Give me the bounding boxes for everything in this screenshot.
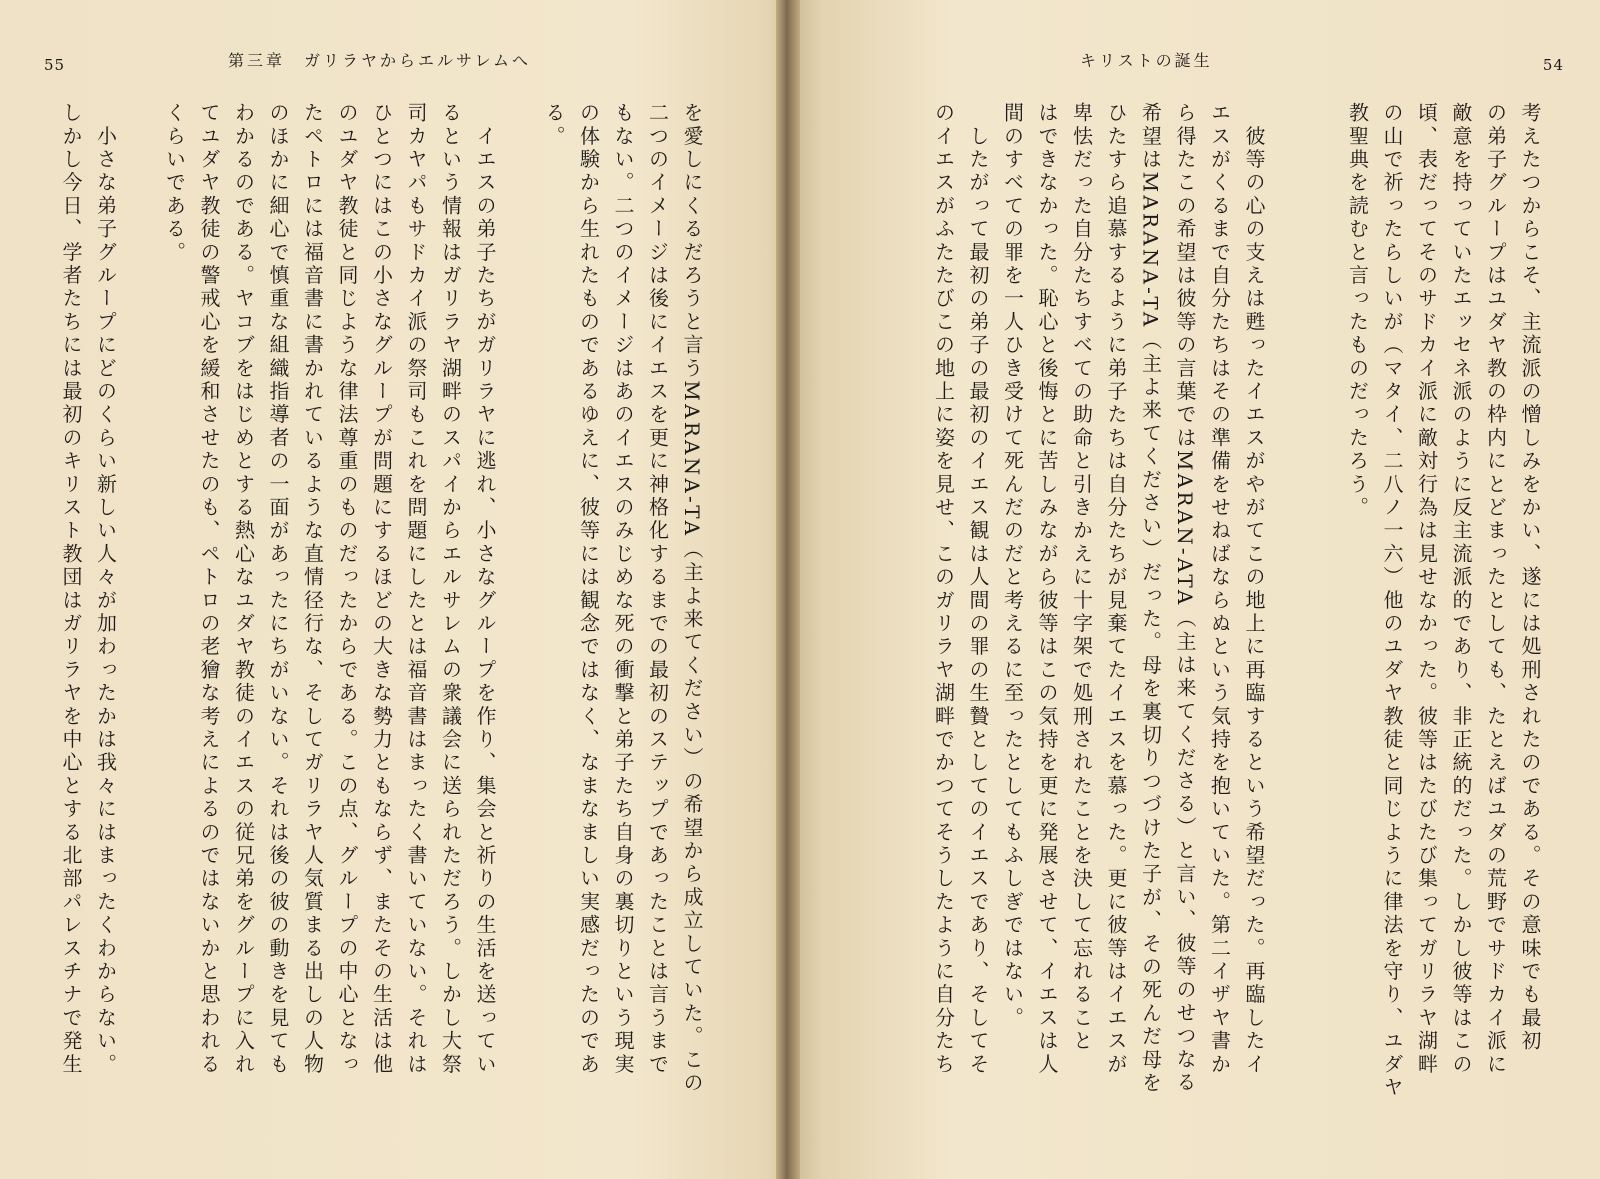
text-column: 小さな弟子グループにどのくらい新しい人々が加わったかは我々にはまったくわからない。 bbox=[93, 102, 118, 1077]
page-number-left: 55 bbox=[44, 56, 66, 74]
text-column: たペトロには福音書に書かれているような直情径行な、そしてガリラヤ人気質まる出しの人物 bbox=[300, 102, 325, 1077]
text-column: しかし今日、学者たちには最初のキリスト教団はガリラヤを中心とする北部パレスチナで発生 bbox=[59, 102, 83, 1077]
text-column: ひたすら追慕するように弟子たちは自分たちが見棄てたイエスを慕った。更に彼等はイエスが bbox=[1104, 102, 1128, 1077]
text-column: 教聖典を読むと言ったものだったろう。 bbox=[1345, 102, 1370, 520]
text-column: はできなかった。恥心と後悔とに苦しみながら彼等はこの気持を更に発展させて、イエスは人 bbox=[1035, 102, 1059, 1077]
left-text-columns bbox=[61, 102, 702, 1152]
text-column: 希望はMARANA-TA（主よ来てください）だった。母を裏切りつづけた子が、その死んだ母を bbox=[1138, 102, 1163, 1096]
left-page bbox=[0, 0, 790, 1179]
text-column: 彼等の心の支えは甦ったイエスがやがてこの地上に再臨するという希望だった。再臨したイ bbox=[1242, 102, 1266, 1077]
text-column: 間のすべての罪を一人ひき受けて死んだのだと考えるに至ったとしてもふしぎではない。 bbox=[1000, 102, 1025, 1030]
text-column: のユダヤ教徒と同じような律法尊重のものだったからである。この点、グループの中心となっ bbox=[335, 102, 359, 1077]
text-column: 頃、表だってそのサドカイ派に敵対行為は見せなかった。彼等はたびたび集ってガリラヤ湖畔 bbox=[1414, 102, 1439, 1077]
text-column: る。 bbox=[542, 102, 566, 149]
text-column: のほかに細心で慎重な組織指導者の一面があったにちがいない。それは後の彼の動きを見ても bbox=[266, 102, 290, 1077]
text-column: るという情報はガリラヤ湖畔のスパイからエルサレムの衆議会に送られただろう。しかし大祭 bbox=[438, 102, 463, 1077]
text-column: の山で祈ったらしいが（マタイ、二八ノ一六）他のユダヤ教徒と同じように律法を守り、ユダヤ bbox=[1380, 102, 1404, 1100]
book-gutter bbox=[776, 0, 800, 1179]
page-number-right: 54 bbox=[1542, 56, 1564, 74]
text-column: したがって最初の弟子の最初のイエス観は人間の罪の生贄としてのイエスであり、そしてそ bbox=[966, 102, 990, 1077]
text-column: 司カヤパもサドカイ派の祭司もこれを問題にしたとは福音書はまったく書いていない。それは bbox=[404, 102, 428, 1077]
text-column: わかるのである。ヤコブをはじめとする熱心なユダヤ教徒のイエスの従兄弟をグループに入れ bbox=[231, 102, 256, 1077]
text-column: ひとつにはこの小さなグループが問題にするほどの大きな勢力ともならず、またその生活は他 bbox=[369, 102, 394, 1077]
text-column: ら得たこの希望は彼等の言葉ではMARAN-ATA（主は来てくださる）と言い、彼等のせつなる bbox=[1173, 102, 1197, 1095]
text-column: もない。二つのイメージはあのイエスのみじめな死の衝撃と弟子たち自身の裏切りという現実 bbox=[611, 102, 635, 1077]
text-column: イエスの弟子たちがガリラヤに逃れ、小さなグループを作り、集会と祈りの生活を送ってい bbox=[473, 102, 497, 1077]
text-column: 二つのイメージは後にイエスを更に神格化するまでの最初のステップであったことは言うまで bbox=[645, 102, 670, 1077]
text-column: 考えたつからこそ、主流派の憎しみをかい、遂には処刑されたのである。その意味でも最初 bbox=[1518, 102, 1542, 1054]
running-head-left: 第三章 ガリラヤからエルサレムへ bbox=[228, 51, 532, 70]
text-column: を愛しにくるだろうと言うMARANA-TA（主よ来てください）の希望から成立していた。この bbox=[680, 102, 704, 1096]
right-text-columns bbox=[931, 102, 1542, 1152]
text-column: くらいである。 bbox=[162, 102, 187, 265]
text-column: 卑怯だった自分たちすべての助命と引きかえに十字架で処刑されたことを決して忘れること bbox=[1069, 102, 1094, 1054]
text-column: の弟子グループはユダヤ教の枠内にとどまったとしても、たとえばユダの荒野でサドカイ派に bbox=[1483, 102, 1508, 1077]
text-column: の体験から生れたものであるゆえに、彼等には観念ではなく、なまなましい実感だったのであ bbox=[576, 102, 601, 1077]
right-page bbox=[790, 0, 1600, 1179]
text-column: エスがくるまで自分たちはその準備をせねばならぬという気持を抱いていた。第二イザヤ書か bbox=[1207, 102, 1232, 1077]
text-column: のイエスがふたたびこの地上に姿を見せ、このガリラヤ湖畔でかつてそうしたように自分たち bbox=[931, 102, 956, 1077]
text-column: 敵意を持っていたエッセネ派のように反主流派的であり、非正統的だった。しかし彼等はこの bbox=[1449, 102, 1473, 1077]
running-head-right: キリストの誕生 bbox=[1080, 51, 1213, 70]
text-column: てユダヤ教徒の警戒心を緩和させたのも、ペトロの老獪な考えによるのではないかと思われる bbox=[197, 102, 221, 1077]
